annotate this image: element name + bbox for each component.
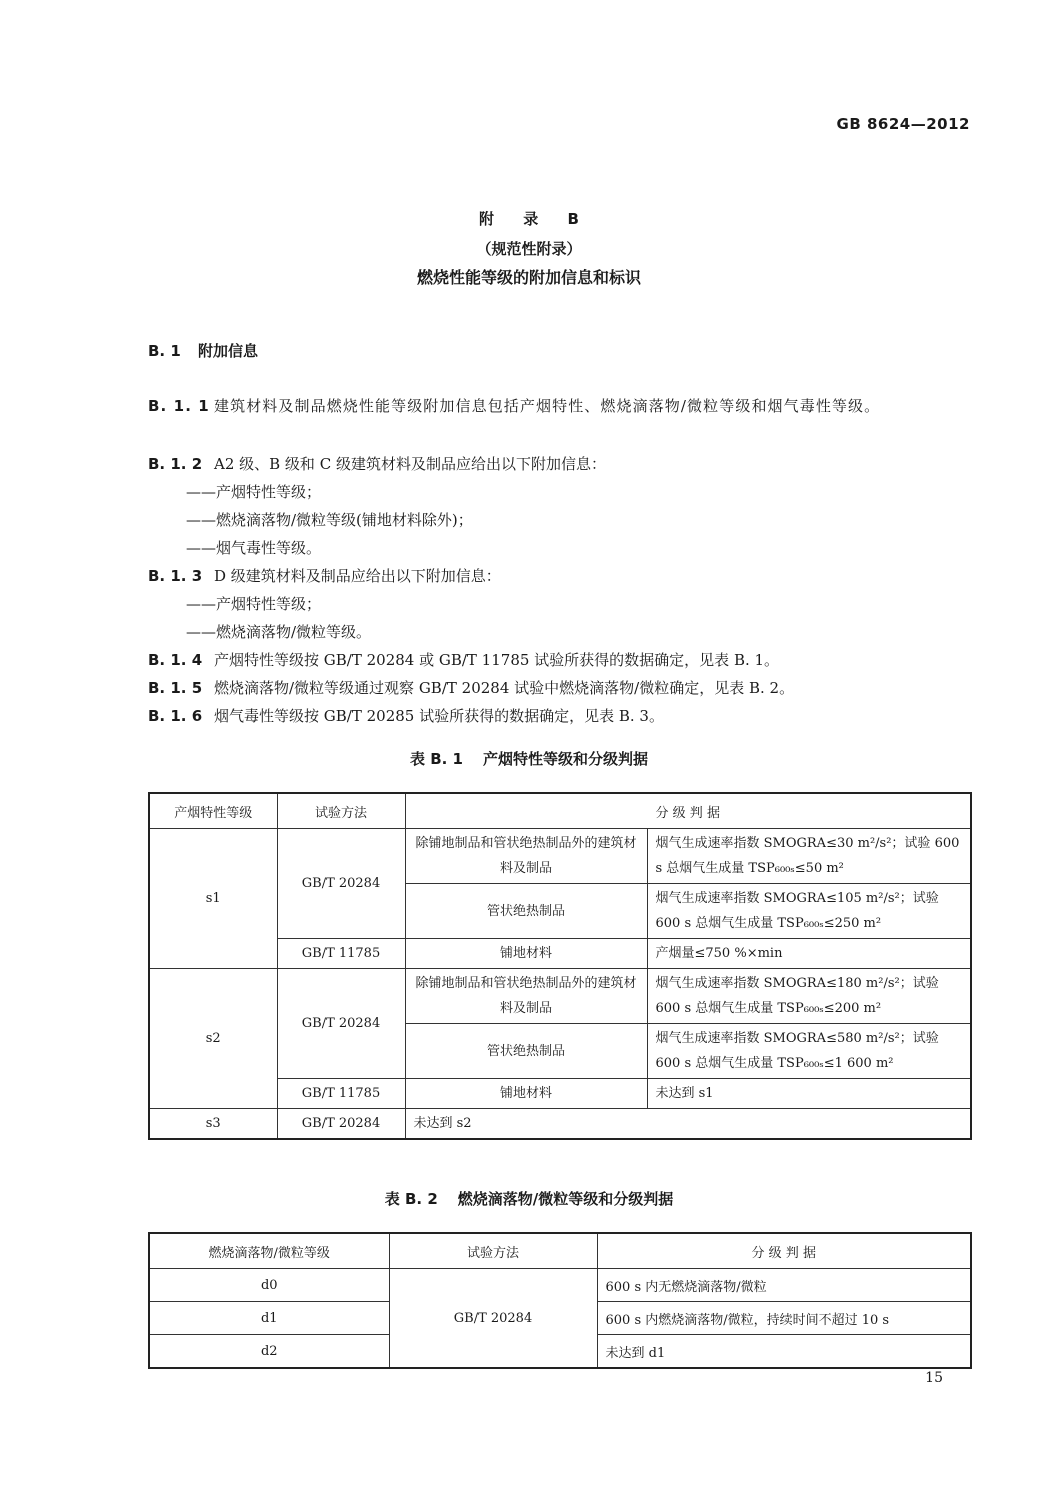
standard-code: GB 8624—2012 (836, 115, 970, 133)
product-cell: 管状绝热制品 (405, 884, 647, 939)
table-b1 (148, 792, 972, 1140)
clause-number: B. 1. 1 (148, 397, 210, 415)
page-number: 15 (925, 1370, 943, 1386)
column-header: 燃烧滴落物/微粒等级 (149, 1233, 389, 1269)
clause-b1-3 (148, 562, 970, 646)
criteria-cell: 未达到 d1 (597, 1335, 971, 1369)
table-title: 产烟特性等级和分级判据 (483, 750, 649, 768)
drip-grade-cell: d0 (149, 1269, 389, 1302)
table-b1-caption (0, 748, 1058, 769)
section-title: 附加信息 (198, 342, 259, 360)
column-header: 分 级 判 据 (405, 793, 971, 829)
clause-text: 建筑材料及制品燃烧性能等级附加信息包括产烟特性、燃烧滴落物/微粒等级和烟气毒性等级。 (214, 397, 881, 415)
criteria-cell: 烟气生成速率指数 SMOGRA≤180 m²/s²；试验 600 s 总烟气生成量 TSP₆₀₀ₛ≤200 m² (647, 969, 971, 1024)
clause-text: 烟气毒性等级按 GB/T 20285 试验所获得的数据确定，见表 B. 3。 (214, 707, 664, 725)
test-method-cell: GB/T 20284 (277, 1109, 405, 1140)
product-cell: 铺地材料 (405, 939, 647, 969)
table-header-row (149, 793, 971, 829)
clause-number: B. 1. 3 (148, 567, 203, 585)
table-b2-caption (0, 1188, 1058, 1209)
annex-type: （规范性附录） (476, 240, 582, 258)
clause-text: 产烟特性等级按 GB/T 20284 或 GB/T 11785 试验所获得的数据确定，见表 B. 1。 (214, 651, 780, 669)
list-item: ——烟气毒性等级。 (186, 539, 322, 557)
clause-b1-2 (148, 450, 970, 562)
table-row (149, 1269, 971, 1302)
test-method-cell: GB/T 20284 (277, 969, 405, 1079)
column-header: 产烟特性等级 (149, 793, 277, 829)
drip-grade-cell: d2 (149, 1335, 389, 1369)
criteria-cell: 烟气生成速率指数 SMOGRA≤105 m²/s²；试验 600 s 总烟气生成量 TSP₆₀₀ₛ≤250 m² (647, 884, 971, 939)
table-row (149, 829, 971, 884)
column-header: 分 级 判 据 (597, 1233, 971, 1269)
table-number: 表 B. 1 (409, 750, 463, 768)
criteria-cell: 烟气生成速率指数 SMOGRA≤580 m²/s²；试验 600 s 总烟气生成量 TSP₆₀₀ₛ≤1 600 m² (647, 1024, 971, 1079)
product-cell: 除铺地制品和管状绝热制品外的建筑材料及制品 (405, 969, 647, 1024)
table-number: 表 B. 2 (384, 1190, 438, 1208)
table-b2 (148, 1232, 972, 1369)
clause-text: A2 级、B 级和 C 级建筑材料及制品应给出以下附加信息： (214, 455, 606, 473)
criteria-cell: 600 s 内无燃烧滴落物/微粒 (597, 1269, 971, 1302)
clause-number: B. 1. 6 (148, 707, 203, 725)
criteria-cell: 未达到 s1 (647, 1079, 971, 1109)
table-row (149, 969, 971, 1024)
clause-b1-6 (148, 702, 970, 730)
product-cell: 除铺地制品和管状绝热制品外的建筑材料及制品 (405, 829, 647, 884)
table-title: 燃烧滴落物/微粒等级和分级判据 (457, 1190, 674, 1208)
clauses-b1-4-to-b1-6 (148, 646, 970, 730)
clause-b1-1 (148, 392, 970, 420)
list-item: ——燃烧滴落物/微粒等级。 (186, 623, 372, 641)
smoke-grade-cell: s2 (149, 969, 277, 1109)
clause-number: B. 1. 2 (148, 455, 203, 473)
test-method-cell: GB/T 11785 (277, 1079, 405, 1109)
list-item: ——产烟特性等级； (186, 483, 322, 501)
clause-text: D 级建筑材料及制品应给出以下附加信息： (214, 567, 501, 585)
section-number: B. 1 (148, 342, 181, 360)
smoke-grade-cell: s3 (149, 1109, 277, 1140)
list-item: ——燃烧滴落物/微粒等级(铺地材料除外)； (186, 511, 473, 529)
section-heading (148, 340, 258, 361)
smoke-grade-cell: s1 (149, 829, 277, 969)
product-cell: 铺地材料 (405, 1079, 647, 1109)
product-cell: 管状绝热制品 (405, 1024, 647, 1079)
criteria-cell: 600 s 内燃烧滴落物/微粒，持续时间不超过 10 s (597, 1302, 971, 1335)
clause-b1-4 (148, 646, 970, 674)
clause-b1-5 (148, 674, 970, 702)
table-header-row (149, 1233, 971, 1269)
column-header: 试验方法 (277, 793, 405, 829)
drip-grade-cell: d1 (149, 1302, 389, 1335)
clause-number: B. 1. 5 (148, 679, 203, 697)
column-header: 试验方法 (389, 1233, 597, 1269)
test-method-cell: GB/T 20284 (277, 829, 405, 939)
table-row (149, 1109, 971, 1140)
clause-number: B. 1. 4 (148, 651, 203, 669)
annex-label: 附 录 B (479, 210, 591, 228)
annex-title: 燃烧性能等级的附加信息和标识 (416, 268, 641, 287)
clause-text: 燃烧滴落物/微粒等级通过观察 GB/T 20284 试验中燃烧滴落物/微粒确定，见表 B. 2。 (214, 679, 795, 697)
criteria-cell: 烟气生成速率指数 SMOGRA≤30 m²/s²；试验 600 s 总烟气生成量 TSP₆₀₀ₛ≤50 m² (647, 829, 971, 884)
criteria-cell: 未达到 s2 (405, 1109, 971, 1140)
test-method-cell: GB/T 11785 (277, 939, 405, 969)
list-item: ——产烟特性等级； (186, 595, 322, 613)
criteria-cell: 产烟量≤750 %×min (647, 939, 971, 969)
test-method-cell: GB/T 20284 (389, 1269, 597, 1369)
